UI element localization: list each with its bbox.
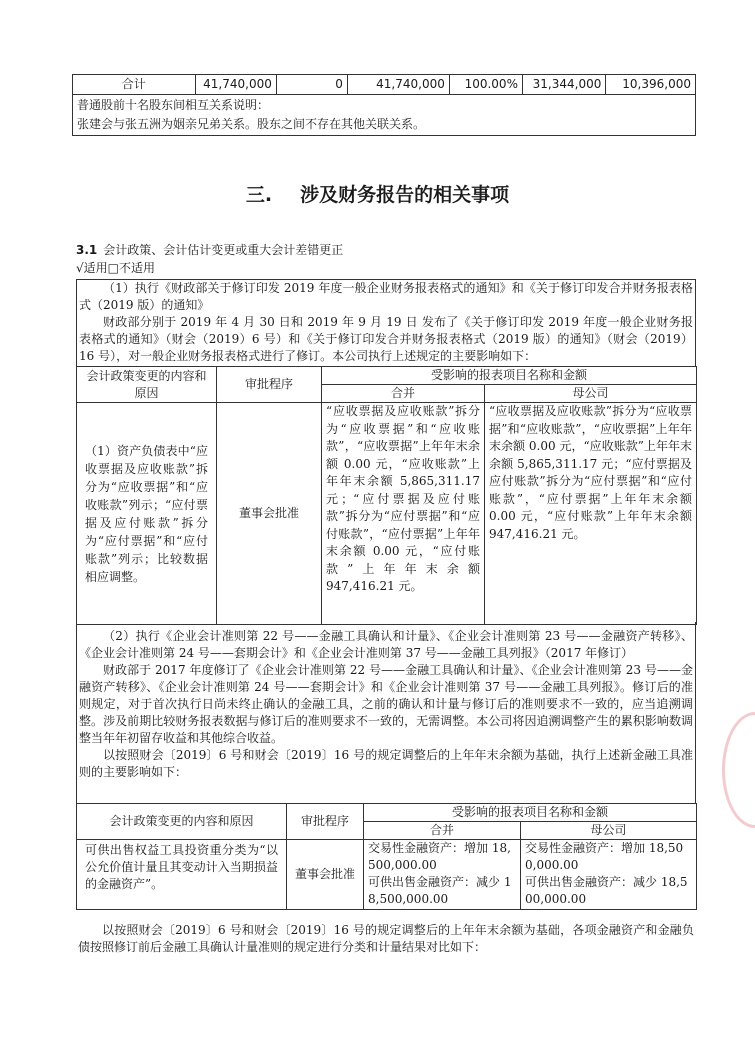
- item1-text-box: [76, 279, 696, 367]
- note-text: 张建会与张五洲为姻亲兄弟关系。股东之间不存在其他关联关系。: [77, 117, 426, 131]
- header-reason: 会计政策变更的内容和原因: [77, 367, 217, 403]
- header-parent: 母公司: [521, 822, 697, 840]
- subsection-number: 3.1: [76, 243, 98, 257]
- reason-cell: 可供出售权益工具投资重分类为“以公允价值计量且其变动计入当期损益的金融资产”。: [77, 840, 287, 910]
- approval-cell: 董事会批准: [217, 403, 322, 625]
- section-heading: [0, 180, 755, 207]
- header-affected-items: 受影响的报表项目名称和金额: [322, 367, 697, 385]
- header-consolidated: 合并: [322, 385, 485, 403]
- total-label: 合计: [73, 75, 196, 95]
- table-row: [73, 95, 696, 136]
- table-cell: 100.00%: [449, 75, 522, 95]
- item2-body2: 以按照财会〔2019〕6 号和财会〔2019〕16 号的规定调整后的上年年末余额为基础，执行上述新金融工具准则的主要影响如下：: [79, 748, 693, 779]
- header-approval: 审批程序: [217, 367, 322, 403]
- item1-impact-table: [76, 366, 697, 625]
- approval-cell: 董事会批准: [287, 840, 364, 910]
- subsection-heading: [76, 241, 343, 258]
- table-row: [77, 840, 697, 910]
- applicability-checkbox: √适用□不适用: [76, 261, 155, 275]
- section-number: 三.: [245, 184, 273, 206]
- table-row: [77, 403, 697, 625]
- closing-text: 以按照财会〔2019〕6 号和财会〔2019〕16 号的规定调整后的上年年末余额为基础，各项金融资产和金融负债按照修订前后金融工具确认计量准则的规定进行分类和计量结果对比如下：: [78, 923, 694, 954]
- table-cell: 31,344,000: [522, 75, 605, 95]
- shareholder-total-table: [72, 74, 696, 136]
- table-cell: 10,396,000: [606, 75, 696, 95]
- note-title: 普通股前十名股东间相互关系说明：: [77, 98, 270, 112]
- header-consolidated: 合并: [364, 822, 521, 840]
- table-cell: 41,740,000: [347, 75, 449, 95]
- header-approval: 审批程序: [287, 804, 364, 840]
- section-title: 涉及财务报告的相关事项: [300, 184, 510, 206]
- parent-cell: “应收票据及应收账款”拆分为“应收票据”和“应收账款”，“应收票据”上年年末余额 0.00 元，“应收账款”上年年末余额 5,865,311.17 元；“应付票据及应付账款”拆分为“应付票据”和“应付账款”，“应付票据”上年年末余额 0.00 元，“应付账款”上年年末余额 947,416.21 元。: [485, 403, 697, 625]
- consolidated-cell: “应收票据及应收账款”拆分为“应收票据”和“应收账款”，“应收票据”上年年末余额 0.00 元，“应收账款”上年年末余额 5,865,311.17 元；“应付票据及应付账款”拆分为“应付票据”和“应付账款”，“应付票据”上年年末余额 0.00 元，“应付账款”上年年末余额 947,416.21 元。: [322, 403, 485, 625]
- subsection-title: 会计政策、会计估计变更或重大会计差错更正: [103, 243, 344, 257]
- reason-cell: （1）资产负债表中“应收票据及应收账款”拆分为“应收票据”和“应收账款”列示；“应付票据及应付账款”拆分为“应付票据”和“应付账款”列示；比较数据相应调整。: [77, 403, 217, 625]
- parent-cell: 交易性金融资产：增加 18,500,000.00 可供出售金融资产：减少 18,500,000.00: [521, 840, 697, 910]
- item1-heading: （1）执行《财政部关于修订印发 2019 年度一般企业财务报表格式的通知》和《关于修订印发合并财务报表格式（2019 版）的通知》: [79, 281, 693, 312]
- table-row: [77, 804, 697, 822]
- header-reason: 会计政策变更的内容和原因: [77, 804, 287, 840]
- item2-impact-table: [76, 803, 697, 910]
- table-row: [73, 75, 696, 95]
- table-cell: 41,740,000: [195, 75, 276, 95]
- shareholder-note-cell: [73, 95, 696, 136]
- item1-body: 财政部分别于 2019 年 4 月 30 日和 2019 年 9 月 19 日 发布了《关于修订印发 2019 年度一般企业财务报表格式的通知》（财会（2019）6 号）和《关于修订印发合并财务报表格式（2019 版）的通知》（财会（2019）16 号），对一般企业财务报表格式进行了修订。本公司执行上述规定的主要影响如下：: [79, 315, 693, 363]
- item2-heading: （2）执行《企业会计准则第 22 号——金融工具确认和计量》、《企业会计准则第 23 号——金融资产转移》、《企业会计准则第 24 号——套期会计》和《企业会计准则第 37 号——金融工具列报》（2017 年修订）: [79, 629, 693, 660]
- item2-closing: [76, 922, 696, 956]
- table-row: [77, 367, 697, 385]
- consolidated-cell: 交易性金融资产：增加 18,500,000.00 可供出售金融资产：减少 18,500,000.00: [364, 840, 521, 910]
- item2-text-box: [76, 622, 696, 803]
- table-cell: 0: [276, 75, 347, 95]
- header-affected-items: 受影响的报表项目名称和金额: [364, 804, 697, 822]
- company-seal-stamp: [722, 712, 755, 828]
- item2-body: 财政部于 2017 年度修订了《企业会计准则第 22 号——金融工具确认和计量》、《企业会计准则第 23 号——金融资产转移》、《企业会计准则第 24 号——套期会计》和《企业会计准则第 37 号——金融工具列报》。修订后的准则规定，对于首次执行日尚未终止确认的金融工具，之前的确认和计量与修订后的准则要求不一致的，应当追溯调整。涉及前期比较财务报表数据与修订后的准则要求不一致的，无需调整。本公司将因追溯调整产生的累积影响数调整当年年初留存收益和其他综合收益。: [79, 663, 693, 745]
- header-parent: 母公司: [485, 385, 697, 403]
